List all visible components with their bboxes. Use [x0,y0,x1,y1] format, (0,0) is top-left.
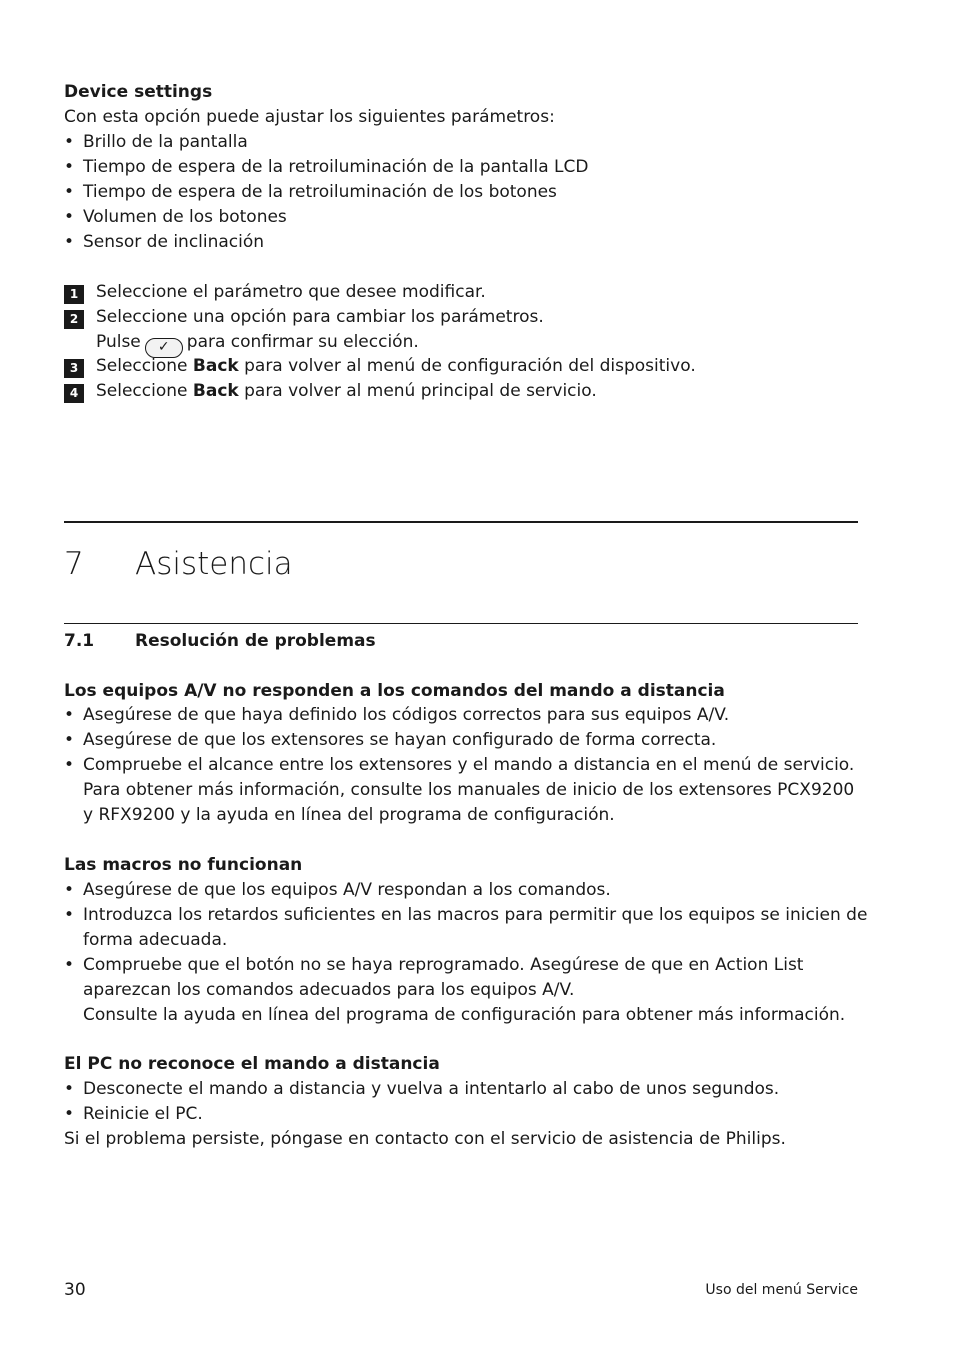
bullet: • [64,232,75,252]
bullet: • [64,132,75,152]
chapter-rule [64,521,858,523]
problem-heading-macros: Las macros no funcionan [64,855,303,875]
bullet: • [64,905,75,925]
bullet: • [64,755,75,775]
step-number-1: 1 [64,285,84,304]
list-item-continued: forma adecuada. [83,930,228,950]
list-item: Volumen de los botones [83,207,287,227]
bullet: • [64,157,75,177]
list-item: Compruebe que el botón no se haya reprogramado. Asegúrese de que en Action List [83,955,804,975]
step-text-4 [96,379,597,404]
list-item: Brillo de la pantalla [83,132,248,152]
chapter-number: 7 [64,546,84,582]
footer-section-name: Uso del menú Service [705,1282,858,1298]
device-settings-intro: Con esta opción puede ajustar los siguientes parámetros: [64,107,555,127]
support-note: Si el problema persiste, póngase en contacto con el servicio de asistencia de Philips. [64,1129,786,1149]
bullet: • [64,955,75,975]
step-4-pre: Seleccione [96,381,193,401]
bullet: • [64,1104,75,1124]
step-text-3 [96,354,696,379]
step-4-bold: Back [192,381,239,401]
check-button-icon: ✓ [145,338,183,358]
bullet: • [64,1079,75,1099]
step-3-bold: Back [192,356,239,376]
problem-heading-pc: El PC no reconoce el mando a distancia [64,1054,440,1074]
list-item: Tiempo de espera de la retroiluminación de los botones [83,182,557,202]
section-number: 7.1 [64,631,95,651]
list-item: Reinicie el PC. [83,1104,203,1124]
step-3-post: para volver al menú de configuración del dispositivo. [238,356,696,376]
bullet: • [64,207,75,227]
step-3-pre: Seleccione [96,356,193,376]
bullet: • [64,705,75,725]
bullet: • [64,182,75,202]
step-text-2: Seleccione una opción para cambiar los parámetros. [96,307,544,327]
step-text-1: Seleccione el parámetro que desee modificar. [96,282,486,302]
bullet: • [64,880,75,900]
list-item: Tiempo de espera de la retroiluminación de la pantalla LCD [83,157,589,177]
list-item-continued: aparezcan los comandos adecuados para los equipos A/V. [83,980,575,1000]
list-item: Asegúrese de que haya definido los códigos correctos para sus equipos A/V. [83,705,730,725]
step-4-post: para volver al menú principal de servicio. [238,381,597,401]
list-item: Asegúrese de que los equipos A/V respondan a los comandos. [83,880,611,900]
list-item: Compruebe el alcance entre los extensores y el mando a distancia en el menú de servicio. [83,755,855,775]
step-number-2: 2 [64,310,84,329]
list-item: Desconecte el mando a distancia y vuelva a intentarlo al cabo de unos segundos. [83,1079,780,1099]
list-item: Asegúrese de que los extensores se hayan configurado de forma correcta. [83,730,717,750]
step-2-pre: Pulse [96,332,141,352]
chapter-title: Asistencia [135,546,293,582]
list-item: Sensor de inclinación [83,232,265,252]
list-item-continued: Para obtener más información, consulte los manuales de inicio de los extensores PCX9200 [83,780,855,800]
step-number-3: 3 [64,359,84,378]
page-number: 30 [64,1280,86,1300]
step-number-4: 4 [64,384,84,403]
list-item: Introduzca los retardos suficientes en las macros para permitir que los equipos se inicien de [83,905,868,925]
problem-heading-av: Los equipos A/V no responden a los comandos del mando a distancia [64,681,725,701]
section-rule [64,623,858,624]
bullet: • [64,730,75,750]
list-item-continued: y RFX9200 y la ayuda en línea del programa de configuración. [83,805,615,825]
section-title: Resolución de problemas [135,631,376,651]
list-item-continued: Consulte la ayuda en línea del programa de configuración para obtener más información. [83,1005,846,1025]
device-settings-heading: Device settings [64,82,213,102]
step-2-post: para confirmar su elección. [186,332,419,352]
